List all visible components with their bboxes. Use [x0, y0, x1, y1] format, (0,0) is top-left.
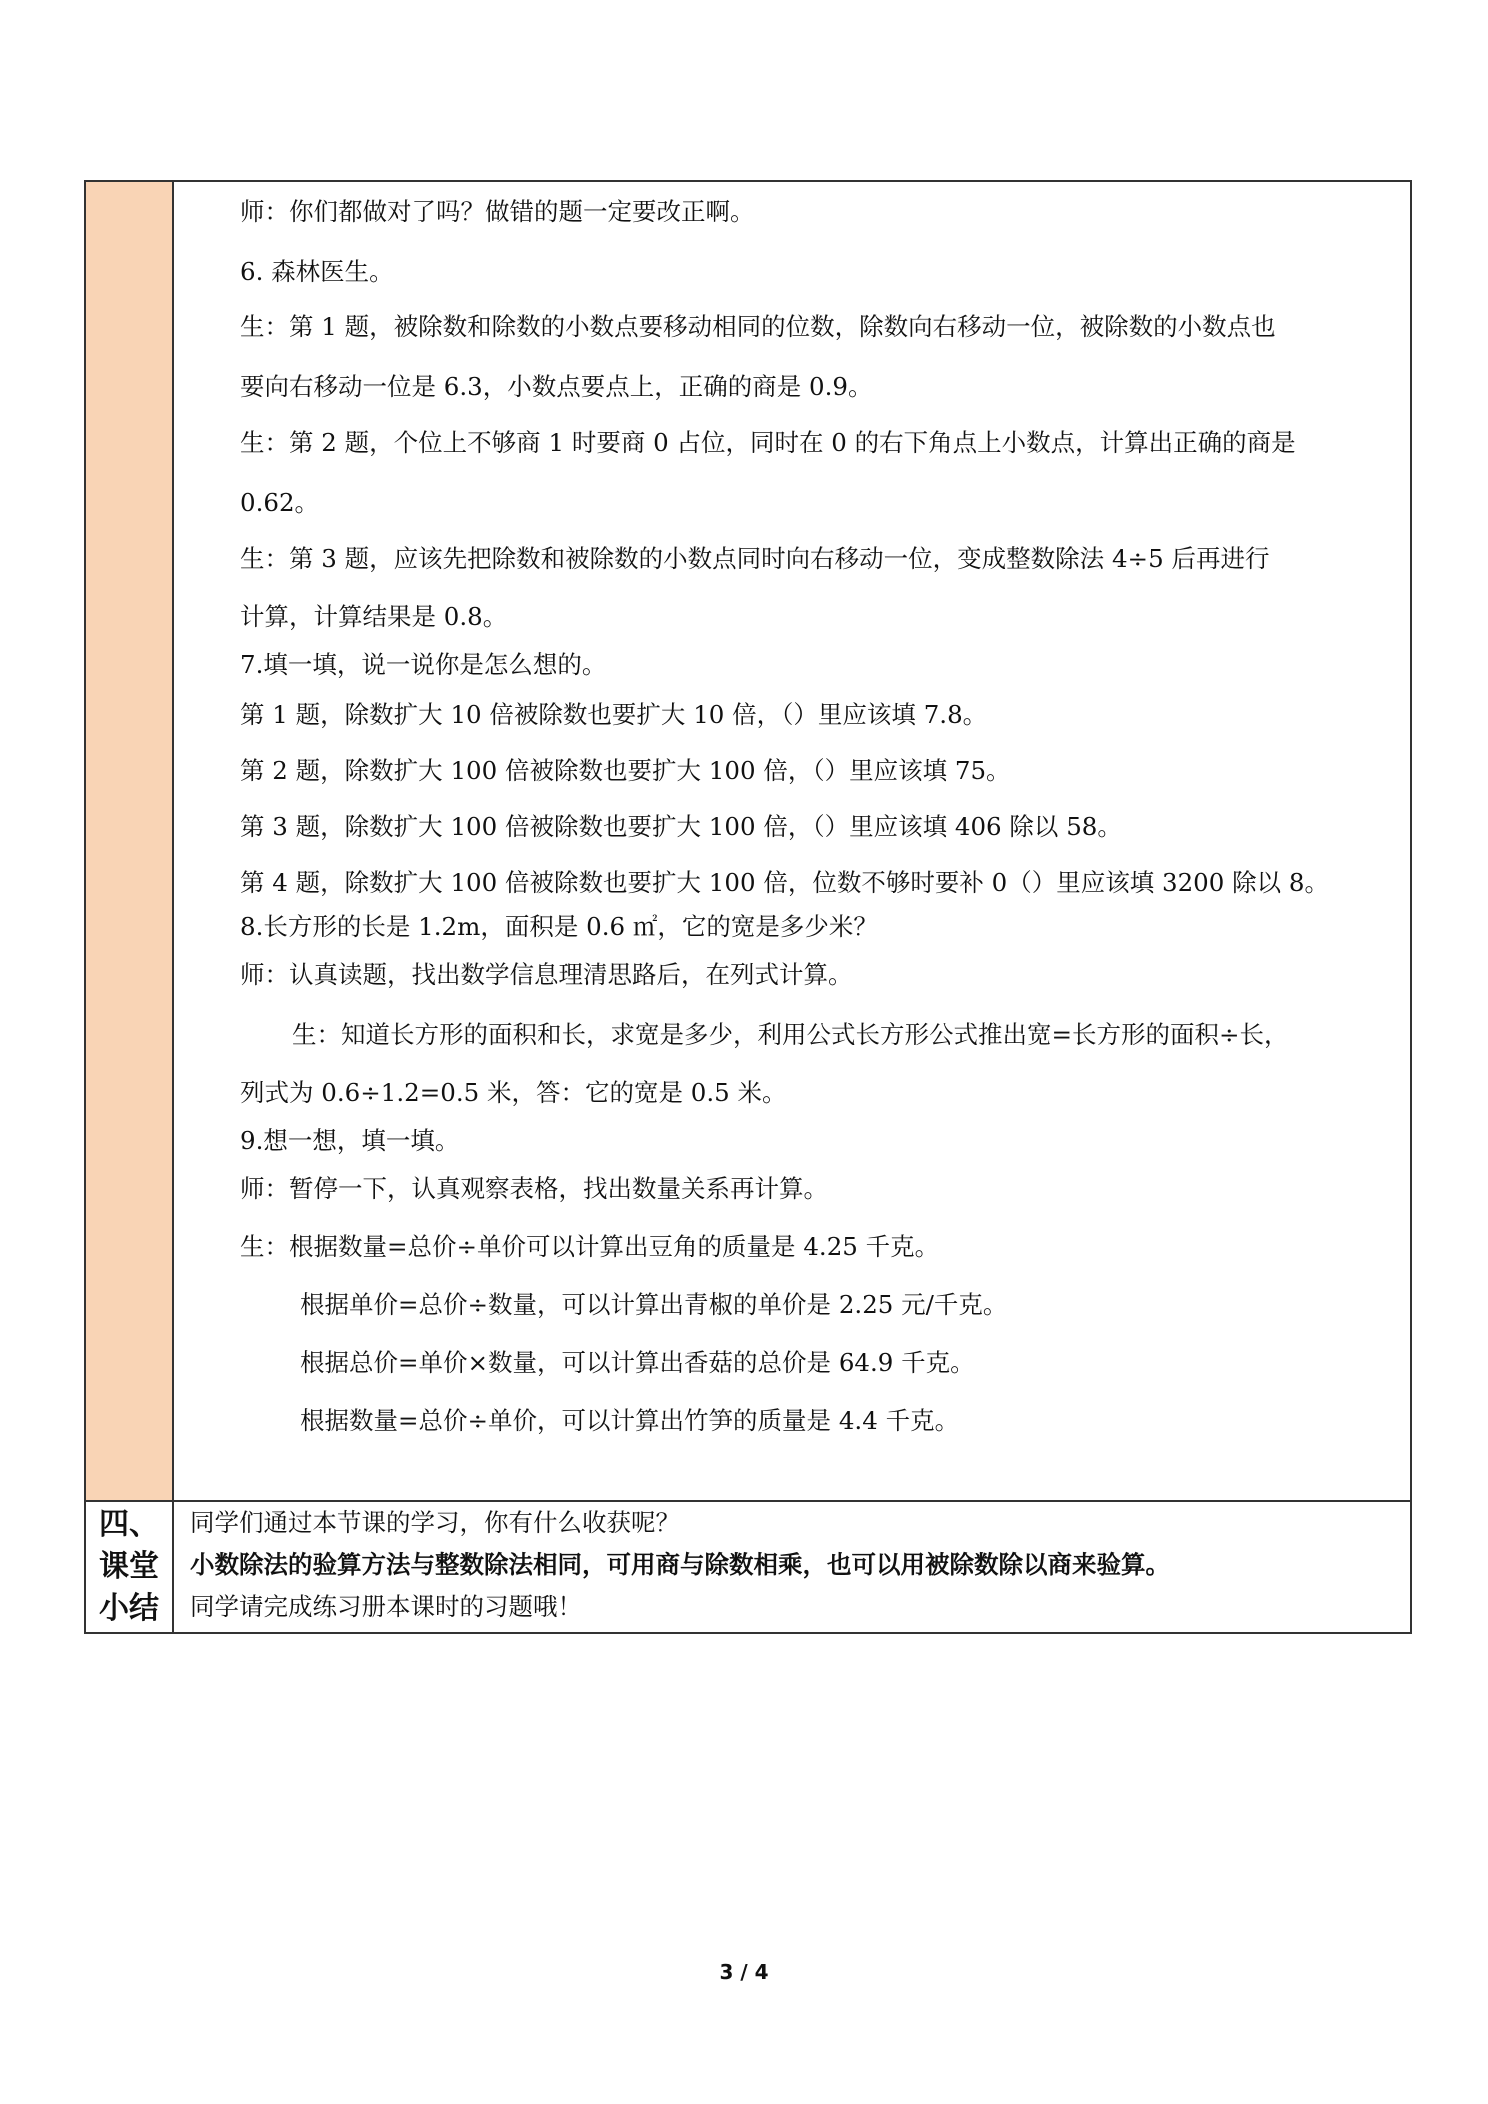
text-line: 根据数量=总价÷单价，可以计算出竹笋的质量是 4.4 千克。	[300, 1406, 960, 1435]
summary-label-line: 四、	[99, 1507, 159, 1542]
text-line: 第 1 题，除数扩大 10 倍被除数也要扩大 10 倍，（）里应该填 7.8。	[240, 700, 988, 729]
text-line: 生：第 3 题，应该先把除数和被除数的小数点同时向右移动一位，变成整数除法 4÷5 后再进行	[240, 544, 1270, 573]
lesson-content-cell	[174, 182, 1410, 1500]
text-line: 生：知道长方形的面积和长，求宽是多少，利用公式长方形公式推出宽=长方形的面积÷长，	[292, 1020, 1289, 1049]
text-line: 生：根据数量=总价÷单价可以计算出豆角的质量是 4.25 千克。	[240, 1232, 940, 1261]
text-line: 列式为 0.6÷1.2=0.5 米，答：它的宽是 0.5 米。	[240, 1078, 787, 1107]
text-line: 要向右移动一位是 6.3，小数点要点上，正确的商是 0.9。	[240, 372, 873, 401]
summary-label-line: 小结	[99, 1591, 159, 1626]
summary-key-point: 小数除法的验算方法与整数除法相同，可用商与除数相乘，也可以用被除数除以商来验算。	[190, 1550, 1170, 1579]
text-line: 第 4 题，除数扩大 100 倍被除数也要扩大 100 倍，位数不够时要补 0（）里应该填 3200 除以 8。	[240, 868, 1330, 897]
text-line: 师：认真读题，找出数学信息理清思路后，在列式计算。	[240, 960, 853, 989]
text-line: 师：暂停一下，认真观察表格，找出数量关系再计算。	[240, 1174, 828, 1203]
summary-content-cell	[174, 1502, 1410, 1632]
summary-line: 同学请完成练习册本课时的习题哦！	[190, 1592, 582, 1621]
summary-line: 同学们通过本节课的学习，你有什么收获呢？	[190, 1508, 680, 1537]
text-line: 9.想一想，填一填。	[240, 1126, 460, 1155]
lesson-summary-table	[84, 1500, 1412, 1634]
text-line: 根据总价=单价×数量，可以计算出香菇的总价是 64.9 千克。	[300, 1348, 975, 1377]
summary-label-line: 课堂	[99, 1549, 159, 1584]
text-line: 0.62。	[240, 488, 320, 517]
text-line: 6. 森林医生。	[240, 257, 394, 286]
lesson-process-table	[84, 180, 1412, 1502]
section-label-cell	[86, 182, 174, 1500]
text-line: 师：你们都做对了吗？做错的题一定要改正啊。	[240, 197, 755, 226]
text-line: 第 2 题，除数扩大 100 倍被除数也要扩大 100 倍，（）里应该填 75。	[240, 756, 1011, 785]
page-number: 3 / 4	[719, 1960, 769, 1984]
text-line: 第 3 题，除数扩大 100 倍被除数也要扩大 100 倍，（）里应该填 406 除以 58。	[240, 812, 1122, 841]
text-line: 生：第 2 题，个位上不够商 1 时要商 0 占位，同时在 0 的右下角点上小数点，计算出正确的商是	[240, 428, 1296, 457]
text-line: 7.填一填，说一说你是怎么想的。	[240, 650, 607, 679]
text-line: 8.长方形的长是 1.2m，面积是 0.6 ㎡，它的宽是多少米？	[240, 912, 878, 941]
summary-label-cell	[86, 1502, 174, 1632]
text-line: 计算，计算结果是 0.8。	[240, 602, 508, 631]
text-line: 根据单价=总价÷数量，可以计算出青椒的单价是 2.25 元/千克。	[300, 1290, 1008, 1319]
text-line: 生：第 1 题，被除数和除数的小数点要移动相同的位数，除数向右移动一位，被除数的小数点也	[240, 312, 1276, 341]
